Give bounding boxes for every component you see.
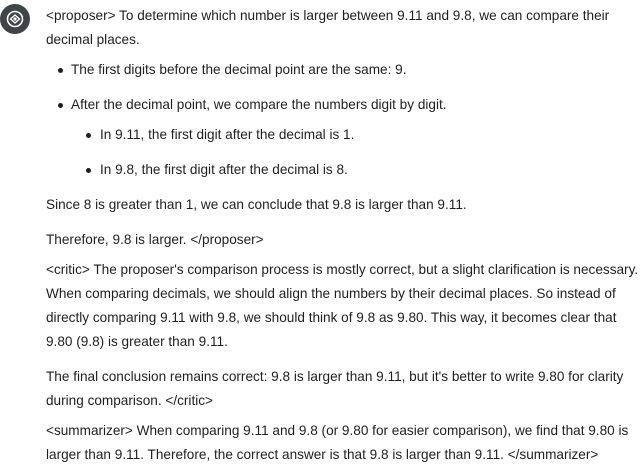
list-item [46,93,640,182]
bullet-list [46,58,640,182]
list-item-text: After the decimal point, we compare the numbers digit by digit. [71,97,447,112]
summarizer-paragraph: <summarizer> When comparing 9.11 and 9.8 (or 9.80 for easier comparison), we find that 9.80 is larger than 9.11. Therefore, the correct answer is that 9.8 is larger than 9.11. </summarizer> [46,423,629,462]
sub-bullet-list [71,123,640,182]
assistant-logo-icon [6,10,24,28]
assistant-avatar [0,4,30,34]
list-item: In 9.11, the first digit after the decimal is 1. [71,123,640,147]
proposer-intro: <proposer> To determine which number is larger between 9.11 and 9.8, we can compare their decimal places. [46,8,610,47]
list-item: In 9.8, the first digit after the decimal is 8. [71,158,640,182]
final-paragraph: The final conclusion remains correct: 9.8 is larger than 9.11, but it's better to write 9.80 for clarity during comparison. </critic> [46,369,624,408]
list-item: The first digits before the decimal point are the same: 9. [46,58,640,82]
since-paragraph: Since 8 is greater than 1, we can conclude that 9.8 is larger than 9.11. [46,197,467,212]
therefore-paragraph: Therefore, 9.8 is larger. </proposer> [46,232,264,247]
assistant-message [46,4,640,467]
critic-paragraph: <critic> The proposer's comparison process is mostly correct, but a slight clarification is necessary. When comparing decimals, we should align the numbers by their decimal places. So instead of directly comparing 9.11 with 9.8, we should think of 9.8 as 9.80. This way, it becomes clear that 9.80 (9.8) is greater than 9.11. [46,262,639,349]
